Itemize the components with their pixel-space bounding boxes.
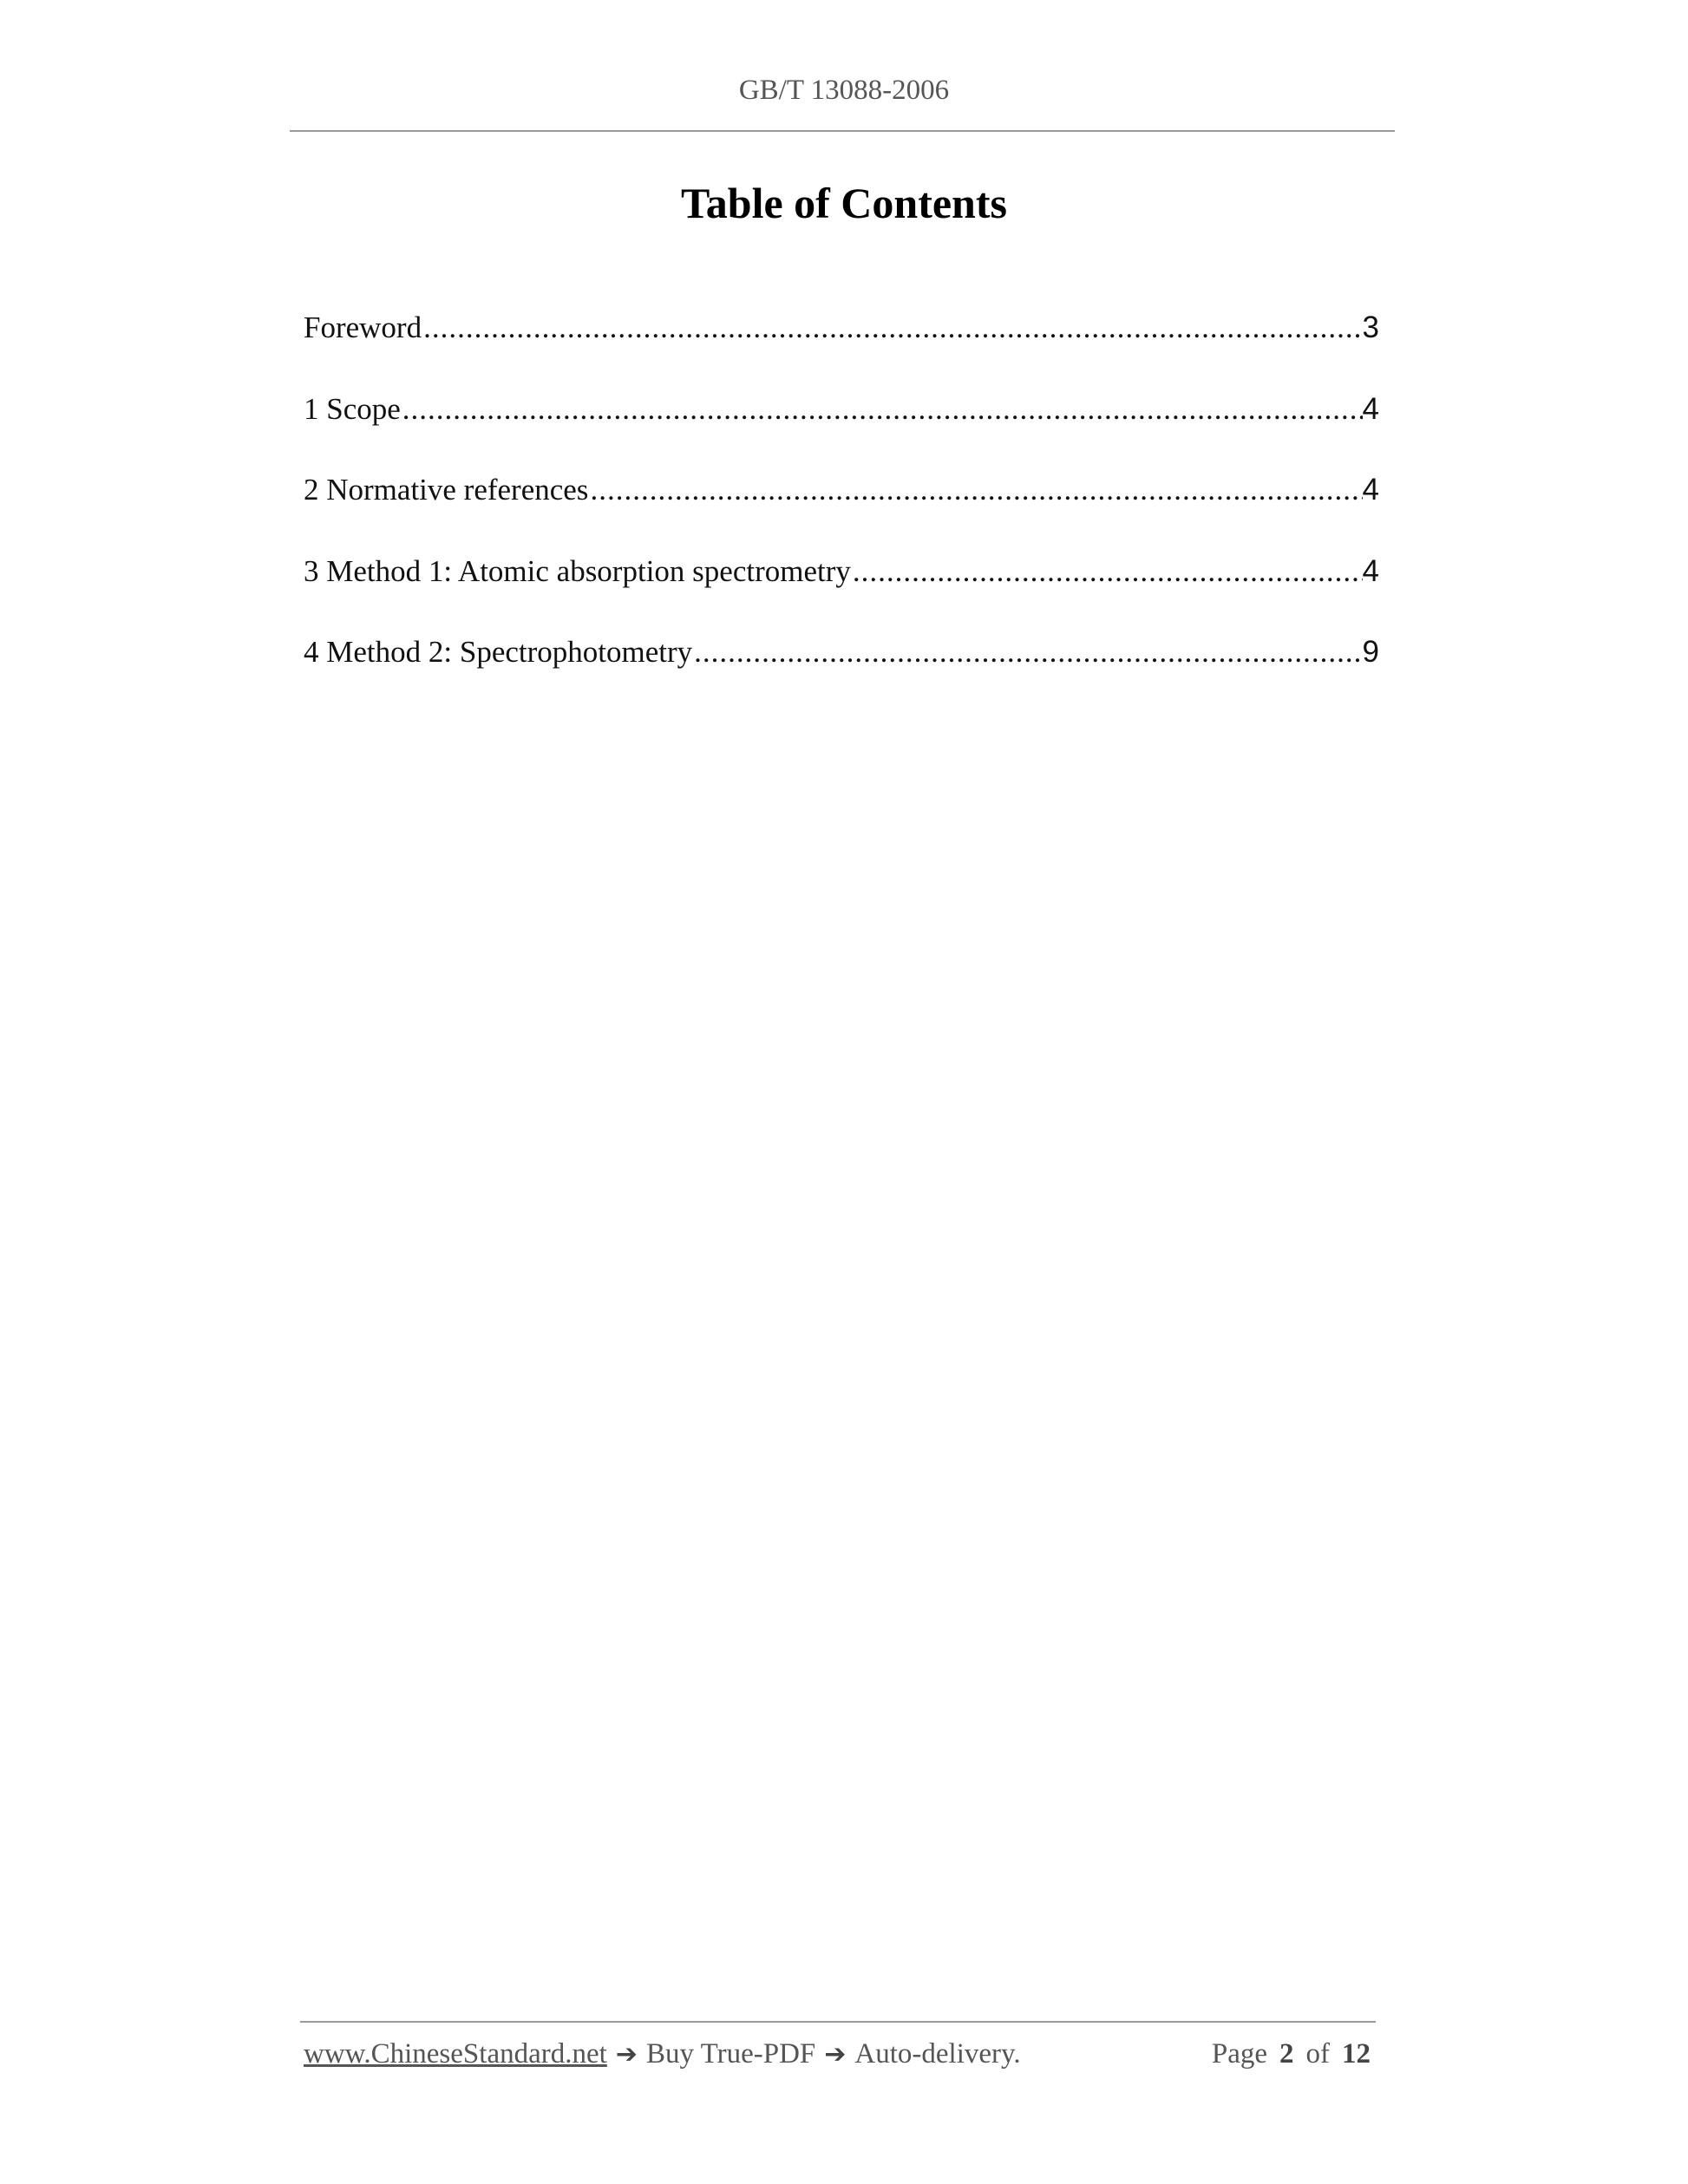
toc-list (304, 304, 1379, 709)
toc-entry-page: 4 (1362, 553, 1379, 588)
footer-step-delivery: Auto-delivery. (854, 2038, 1021, 2070)
arrow-right-icon: ➔ (824, 2039, 847, 2070)
toc-dot-leader (588, 466, 1362, 514)
toc-dot-leader (422, 304, 1362, 352)
footer-divider (300, 2021, 1376, 2023)
current-page-number: 2 (1279, 2038, 1294, 2070)
toc-entry-method-1[interactable] (304, 547, 1379, 629)
arrow-right-icon: ➔ (615, 2039, 638, 2070)
toc-entry-label: 4 Method 2: Spectrophotometry (304, 635, 693, 669)
toc-dot-leader (692, 628, 1362, 677)
toc-entry-label: 2 Normative references (304, 473, 589, 507)
of-word: of (1305, 2038, 1330, 2070)
header-divider (290, 130, 1395, 132)
toc-entry-page: 9 (1362, 635, 1379, 669)
footer-step-buy: Buy True-PDF (645, 2038, 816, 2070)
toc-entry-method-2[interactable] (304, 628, 1379, 709)
site-link[interactable]: www.ChineseStandard.net (304, 2038, 607, 2070)
toc-entry-label: 1 Scope (304, 391, 401, 426)
toc-entry-page: 3 (1362, 311, 1379, 344)
toc-entry-foreword[interactable] (304, 304, 1379, 385)
toc-entry-normative-references[interactable] (304, 466, 1379, 547)
toc-entry-scope[interactable] (304, 385, 1379, 467)
toc-entry-label: 3 Method 1: Atomic absorption spectrometry (304, 553, 851, 588)
toc-entry-page: 4 (1362, 473, 1379, 507)
header-standard-code: GB/T 13088-2006 (738, 75, 950, 106)
page-word: Page (1211, 2038, 1267, 2070)
toc-dot-leader (401, 385, 1363, 434)
page-number (1212, 2038, 1371, 2070)
page-title: Table of Contents (681, 179, 1007, 227)
toc-entry-label: Foreword (304, 311, 422, 344)
toc-entry-page: 4 (1362, 391, 1379, 426)
total-pages-number: 12 (1342, 2038, 1371, 2070)
toc-dot-leader (851, 547, 1363, 596)
footer-promo (304, 2038, 1021, 2070)
